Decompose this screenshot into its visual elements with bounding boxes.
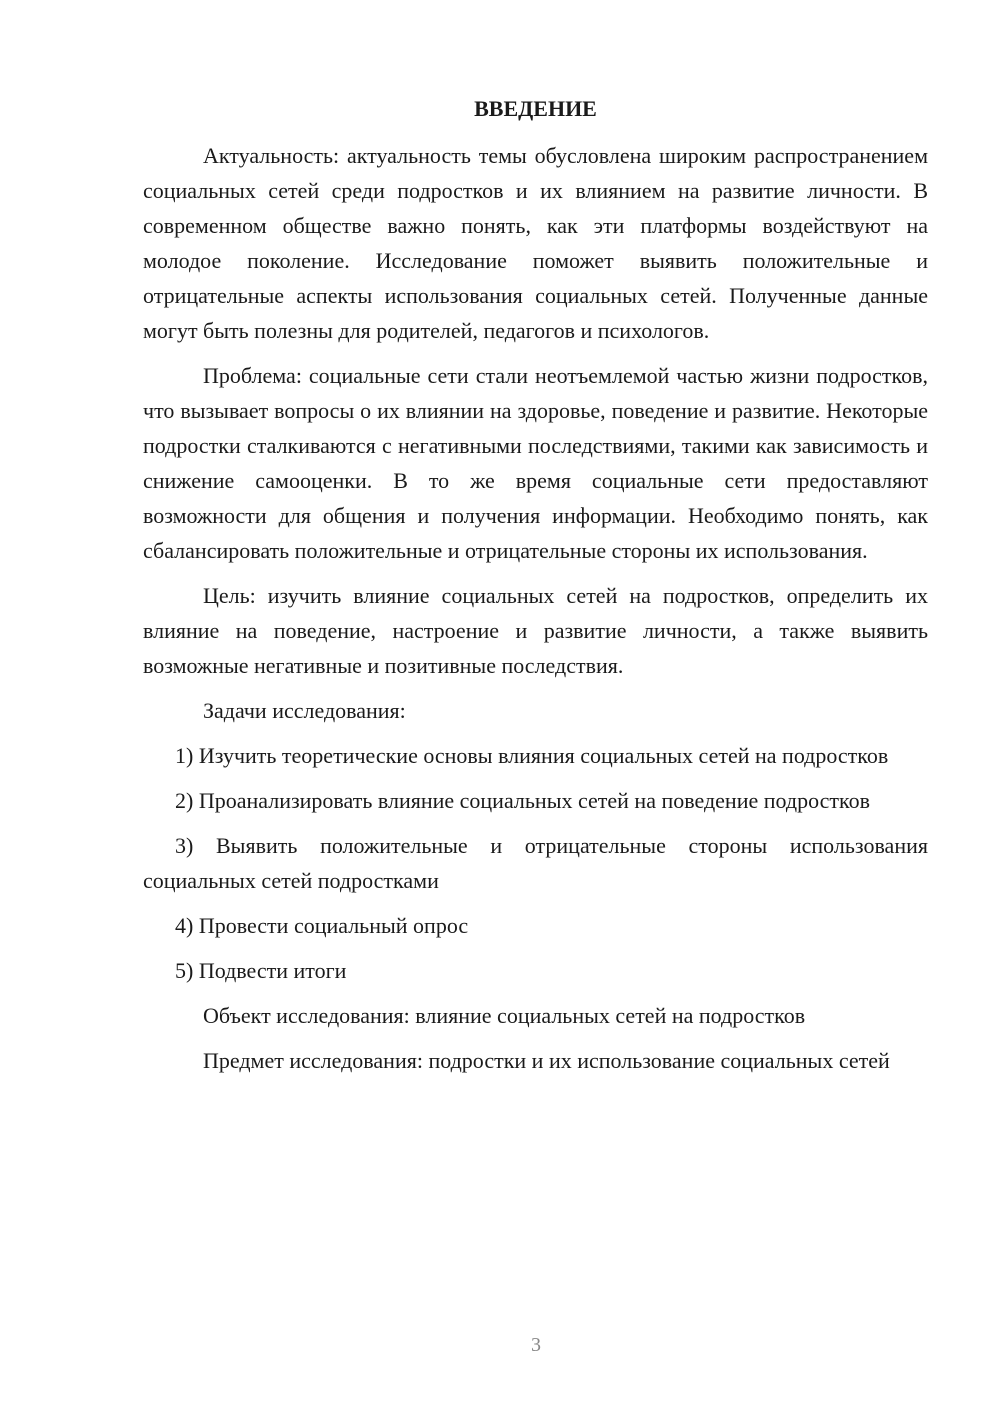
goal-paragraph: Цель: изучить влияние социальных сетей на подростков, определить их влияние на поведение, настроение и развитие личности, а также выявить возможные негативные и позитивные последствия. (143, 583, 928, 678)
research-object-paragraph: Объект исследования: влияние социальных сетей на подростков (203, 1003, 806, 1028)
problem-paragraph: Проблема: социальные сети стали неотъемлемой частью жизни подростков, что вызывает вопросы о их влиянии на здоровье, поведение и развитие. Некоторые подростки сталкиваются с негативными последствиями, такими как зависимость и снижение самооценки. В то же время социальные сети предоставляют возможности для общения и получения информации. Необходимо понять, как сбалансировать положительные и отрицательные стороны их использования. (143, 363, 928, 563)
task-item: 5) Подвести итоги (175, 958, 347, 983)
relevance-paragraph: Актуальность: актуальность темы обусловлена широким распространением социальных сетей среди подростков и их влиянием на развитие личности. В современном обществе важно понять, как эти платформы воздействуют на молодое поколение. Исследование поможет выявить положительные и отрицательные аспекты использования социальных сетей. Полученные данные могут быть полезны для родителей, педагогов и психологов. (143, 143, 928, 343)
task-item: 2) Проанализировать влияние социальных сетей на поведение подростков (175, 788, 870, 813)
section-title: ВВЕДЕНИЕ (474, 96, 597, 121)
task-item: 3) Выявить положительные и отрицательные стороны использования социальных сетей подростками (143, 833, 928, 893)
research-subject-paragraph: Предмет исследования: подростки и их использование социальных сетей (203, 1048, 890, 1073)
tasks-heading: Задачи исследования: (203, 698, 406, 723)
page-number: 3 (531, 1334, 541, 1356)
task-item: 4) Провести социальный опрос (175, 913, 469, 938)
task-item: 1) Изучить теоретические основы влияния социальных сетей на подростков (175, 743, 889, 768)
page-content (143, 94, 928, 1088)
